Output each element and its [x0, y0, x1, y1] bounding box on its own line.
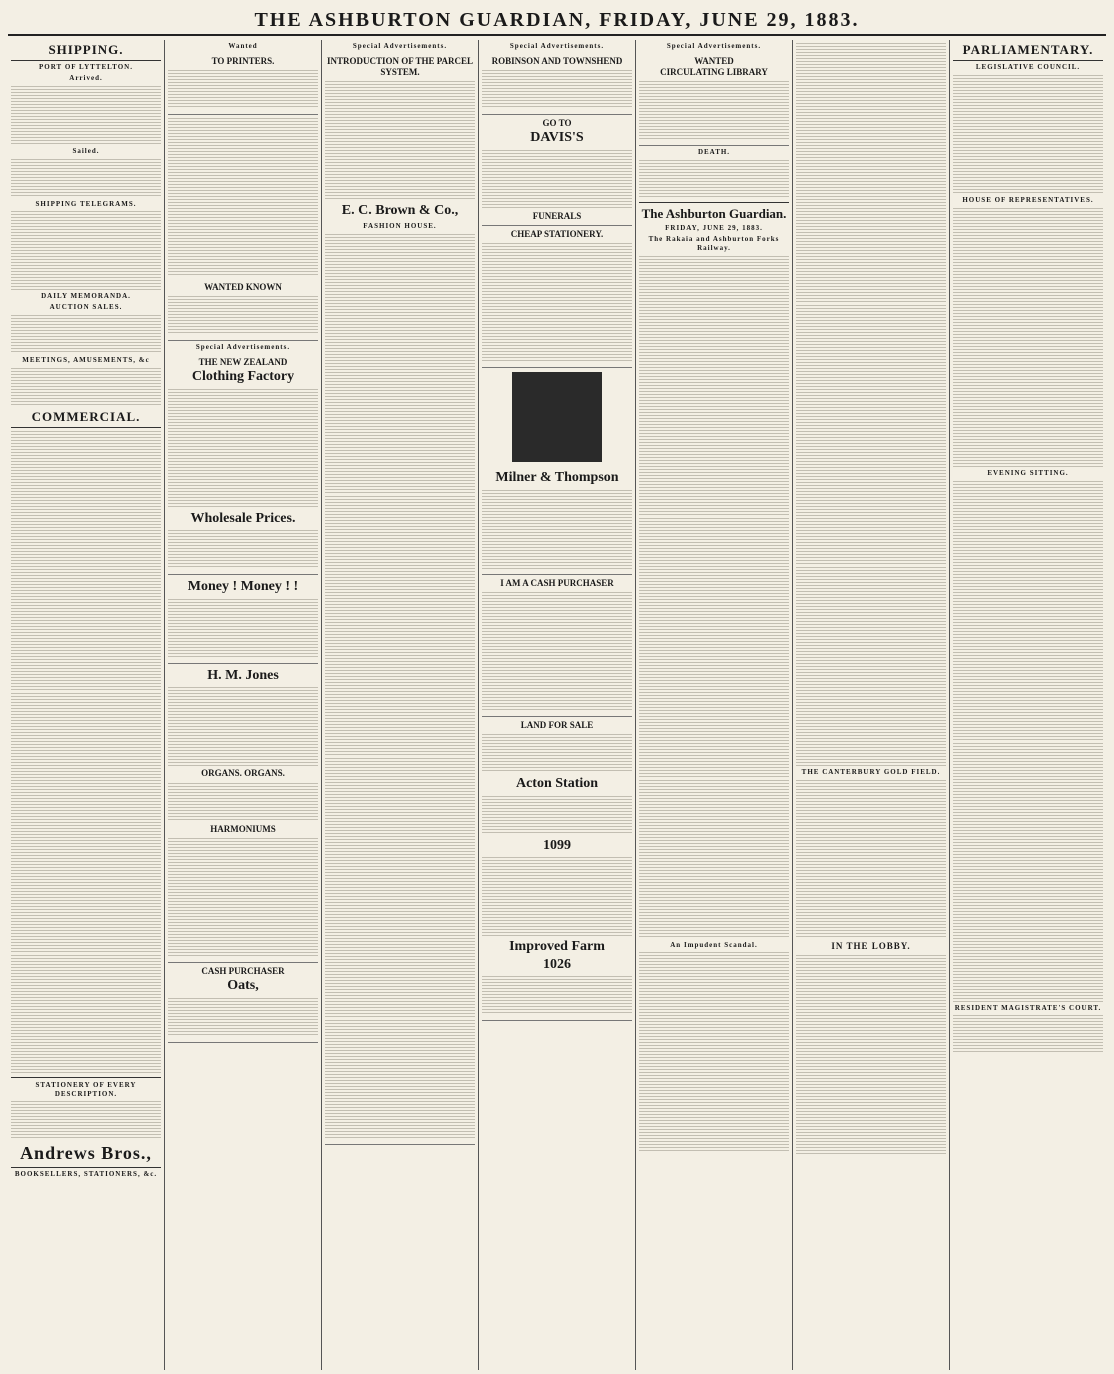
ad-davis-go: GO TO: [542, 118, 572, 128]
special-heading: Special Advertisements.: [195, 343, 291, 352]
evening-text-2: [953, 742, 1103, 1002]
ad-robinson-title: ROBINSON AND TOWNSHEND: [491, 55, 623, 66]
death-text: [639, 159, 789, 199]
ad-cash-4-title: I AM A CASH PURCHASER: [500, 577, 614, 588]
evening-heading: EVENING SITTING.: [987, 468, 1069, 477]
ad-acton-text: [482, 795, 632, 835]
arrived-text: [11, 85, 161, 145]
parcel-list-3: [325, 757, 475, 1017]
ad-wholesale: Wholesale Prices.: [190, 510, 296, 526]
court-heading: RESIDENT MAGISTRATE'S COURT.: [954, 1003, 1102, 1012]
ad-milner-title: Milner & Thompson: [495, 470, 619, 486]
ad-improved-text: [482, 975, 632, 1015]
ad-stationery-text: [482, 242, 632, 362]
ad-davis: [482, 115, 632, 226]
railway-text-3: [639, 779, 789, 939]
parcel-list-1: [325, 233, 475, 493]
wanted-heading: Wanted: [228, 42, 258, 50]
ad-acres: 1099: [543, 837, 571, 853]
ad-oats: Oats,: [227, 978, 259, 993]
meetings-heading: MEETINGS, AMUSEMENTS, &c: [22, 355, 150, 364]
guardian-date: FRIDAY, JUNE 29, 1883.: [665, 224, 763, 233]
evening-text-1: [953, 480, 1103, 740]
special-heading-3: Special Advertisements.: [352, 42, 448, 50]
telegrams-heading: SHIPPING TELEGRAMS.: [35, 199, 137, 208]
column-2: [165, 40, 322, 1370]
column-3: [322, 40, 479, 1370]
ad-library: [639, 53, 789, 147]
ad-stationery-title: CHEAP STATIONERY.: [510, 229, 604, 239]
ad-harmoniums-text: [168, 837, 318, 957]
ad-clothing: [168, 354, 318, 575]
memoranda-heading: DAILY MEMORANDA.: [41, 292, 131, 301]
special-heading-5: Special Advertisements.: [666, 42, 762, 50]
ad-stationery: [482, 226, 632, 368]
railway-heading: The Rakaia and Ashburton Forks Railway.: [648, 235, 780, 252]
ad-organs: ORGANS. ORGANS.: [201, 768, 285, 779]
ad-clothing-title: Clothing Factory: [191, 369, 295, 385]
parcel-list-2: [325, 495, 475, 755]
ad-robinson-text: [482, 69, 632, 109]
ad-cash-purchaser-4: [482, 575, 632, 717]
ad-funerals: FUNERALS: [532, 210, 582, 221]
ad-improved: Improved Farm: [509, 939, 605, 955]
column-4: [479, 40, 636, 1370]
ad-milner: [482, 466, 632, 575]
port-heading: PORT OF LYTTELTON.: [39, 63, 133, 72]
telegrams-text: [11, 210, 161, 290]
meetings-text: [11, 367, 161, 407]
ad-printers-text: [168, 69, 318, 109]
ad-acres-text: [482, 856, 632, 936]
lobby-text: [796, 954, 946, 1154]
parcel-list-4: [325, 1019, 475, 1139]
sailed-text: [11, 158, 161, 198]
ad-parcel-title: INTRODUCTION OF THE PARCEL SYSTEM.: [326, 55, 474, 77]
masthead: [8, 6, 1106, 36]
goldfield-heading: THE CANTERBURY GOLD FIELD.: [801, 768, 941, 776]
railway-text-1: [639, 255, 789, 515]
ad-jones: [168, 664, 318, 963]
ad-organs-text: [168, 782, 318, 822]
scandal-text: [639, 951, 789, 1151]
stationery-heading: STATIONERY OF EVERY DESCRIPTION.: [35, 1080, 137, 1098]
council-text: [953, 74, 1103, 194]
wanted-ads-text: [168, 117, 318, 277]
ad-milner-text: [482, 489, 632, 569]
ad-land-text: [482, 733, 632, 773]
ad-acton: Acton Station: [515, 776, 599, 792]
parliamentary-heading: PARLIAMENTARY.: [953, 42, 1103, 61]
editorial-text-3: [796, 566, 946, 766]
guardian-title: The Ashburton Guardian.: [641, 206, 787, 221]
andrews-sub: BOOKSELLERS, STATIONERS, &c.: [14, 1169, 158, 1178]
ad-brown-title: E. C. Brown & Co.,: [341, 203, 459, 219]
commercial-text-2: [11, 692, 161, 952]
ad-parcel-system: [325, 53, 475, 1145]
columns: [8, 40, 1106, 1370]
commercial-heading: COMMERCIAL.: [11, 409, 161, 428]
ad-printers: [168, 53, 318, 115]
ad-davis-title: DAVIS'S: [530, 130, 584, 146]
ad-harmoniums: HARMONIUMS: [210, 823, 276, 834]
ad-money-title: Money ! Money ! !: [187, 579, 299, 595]
ad-library-text: [639, 80, 789, 140]
sailed-heading: Sailed.: [72, 146, 100, 155]
ad-money-text: [168, 598, 318, 658]
ad-cash-purchaser: [168, 963, 318, 1043]
scandal-heading: An Impudent Scandal.: [670, 940, 758, 949]
ad-acres2: 1026: [543, 956, 571, 972]
court-text: [953, 1014, 1103, 1054]
railway-text-2: [639, 517, 789, 777]
ad-wanted-known-text: [168, 295, 318, 335]
column-1: [8, 40, 165, 1370]
stationery-text: [11, 1100, 161, 1140]
divider-5: [639, 202, 789, 203]
ad-cash-title: CASH PURCHASER: [201, 965, 285, 976]
divider: [11, 1077, 161, 1078]
ad-cash-4-text: [482, 591, 632, 711]
ad-printers-title: TO PRINTERS.: [211, 55, 275, 66]
ad-library-wanted: WANTED: [694, 55, 734, 66]
column-7: [950, 40, 1106, 1370]
auction-heading: AUCTION SALES.: [49, 303, 123, 311]
house-heading: HOUSE OF REPRESENTATIVES.: [962, 196, 1094, 204]
commercial-text-1: [11, 430, 161, 690]
ad-library-title: CIRCULATING LIBRARY: [660, 67, 768, 77]
ad-parcel-intro: [325, 80, 475, 200]
arrived-heading: Arrived.: [69, 74, 103, 82]
editorial-text-1: [796, 42, 946, 302]
ad-jones-text: [168, 686, 318, 766]
special-heading-4: Special Advertisements.: [509, 42, 605, 50]
ad-jones-title: H. M. Jones: [207, 667, 279, 683]
ad-land-title: LAND FOR SALE: [520, 720, 594, 730]
shipping-heading: SHIPPING.: [11, 42, 161, 61]
ad-cash-text: [168, 997, 318, 1037]
auction-text: [11, 314, 161, 354]
ad-wanted-known-title: WANTED KNOWN: [204, 282, 282, 292]
column-6: [793, 40, 950, 1370]
ad-wanted-known: [168, 279, 318, 341]
andrews-heading: Andrews Bros.,: [11, 1142, 161, 1168]
masthead-title: THE ASHBURTON GUARDIAN, FRIDAY, JUNE 29, 1883.: [254, 8, 860, 31]
council-heading: LEGISLATIVE COUNCIL.: [975, 63, 1081, 72]
goldfield-text: [796, 779, 946, 939]
commercial-text-3: [11, 954, 161, 1074]
ad-clothing-text: [168, 388, 318, 508]
death-heading: DEATH.: [697, 148, 731, 157]
ad-wholesale-text: [168, 529, 318, 569]
editorial-text-2: [796, 304, 946, 564]
ad-brown-sub: FASHION HOUSE.: [363, 221, 437, 230]
plough-illustration: [512, 372, 602, 462]
ad-land: [482, 717, 632, 1021]
ad-davis-text: [482, 149, 632, 209]
column-5: [636, 40, 793, 1370]
ad-clothing-nz: THE NEW ZEALAND: [198, 357, 288, 367]
house-text-1: [953, 207, 1103, 467]
ad-robinson: [482, 53, 632, 115]
lobby-heading: IN THE LOBBY.: [831, 940, 911, 951]
ad-money: [168, 575, 318, 664]
